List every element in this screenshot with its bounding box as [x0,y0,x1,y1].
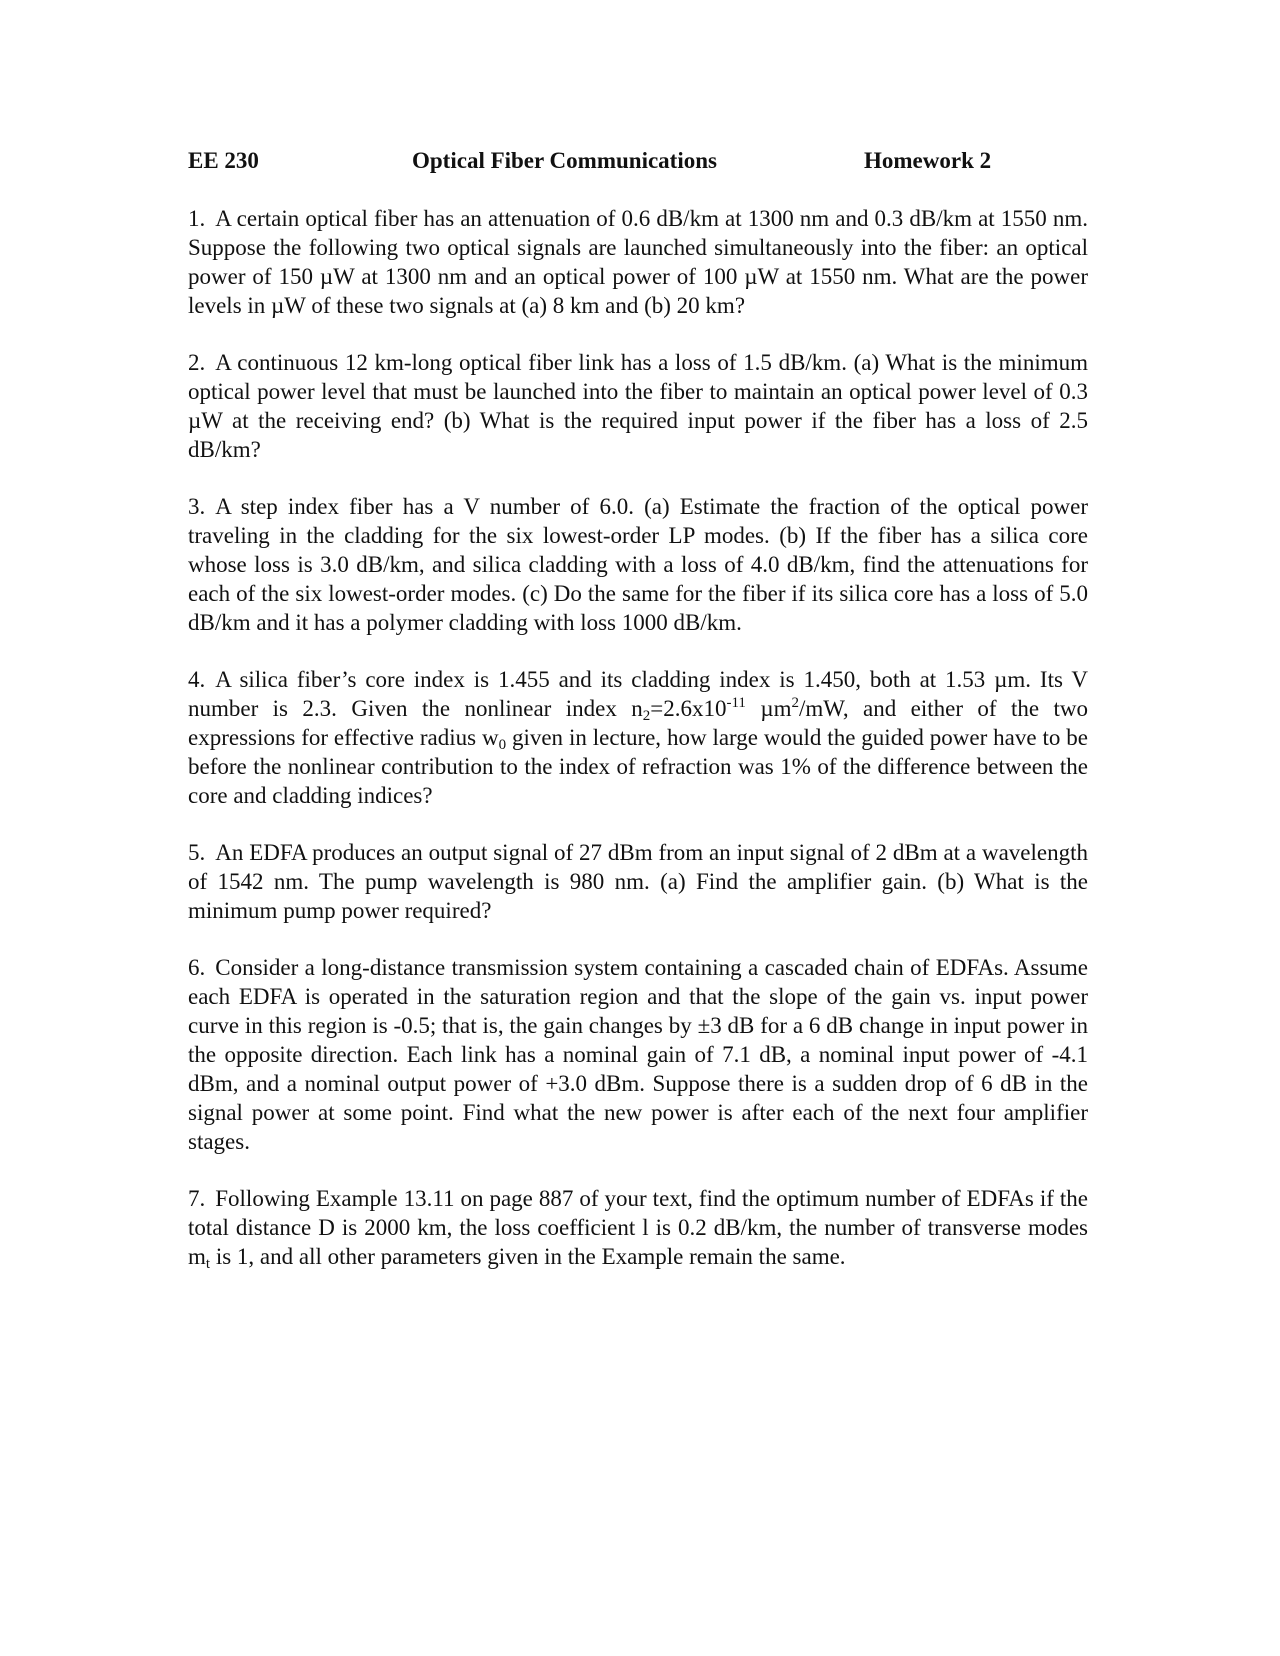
problem-text-part: =2.6x10 [650,696,727,721]
subscript: t [205,1256,211,1272]
document-page [188,148,1088,1299]
problem-text: Consider a long-distance transmission system containing a cascaded chain of EDFAs. Assume each EDFA is operated in the saturation region and that the slope of the gain vs. input power curve in this region is -0.5; that is, the gain changes by ±3 dB for a 6 dB change in input power in the opposite direction. Each link has a nominal gain of 7.1 dB, a nominal input power of -4.1 dBm, and a nominal output power of +3.0 dBm. Suppose there is a sudden drop of 6 dB in the signal power at some point. Find what the new power is after each of the next four amplifier stages. [188,955,1088,1154]
subscript: 2 [642,708,651,724]
problem-text: A certain optical fiber has an attenuation of 0.6 dB/km at 1300 nm and 0.3 dB/km at 1550 nm. Suppose the following two optical signals are launched simultaneously into the fiber: an optical power of 150 µW at 1300 nm and an optical power of 100 µW at 1550 nm. What are the power levels in µW of these two signals at (a) 8 km and (b) 20 km? [188,206,1088,318]
problem-text-part: is 1, and all other parameters given in the Example remain the same. [210,1244,846,1269]
problem-text-part: A silica fiber’s core index is 1.455 and its cladding index is 1.450, both at 1.53 µm. Its V number is 2.3. Given the nonlinear index n [188,667,1088,721]
course-title: Optical Fiber Communications [412,148,717,173]
course-code: EE 230 [188,148,259,173]
problem-number: 5. [188,840,206,865]
problem-1 [188,204,1088,320]
problem-number: 3. [188,494,206,519]
problem-number: 2. [188,350,206,375]
superscript: 2 [791,695,799,711]
problem-text: An EDFA produces an output signal of 27 dBm from an input signal of 2 dBm at a wavelength of 1542 nm. The pump wavelength is 980 nm. (a) Find the amplifier gain. (b) What is the minimum pump power required? [188,840,1088,923]
problem-2 [188,348,1088,464]
problem-text-part: /mW, and either of the two expressions for effective radius w [188,696,1088,750]
problem-number: 1. [188,206,206,231]
problem-text-part: given in lecture, how large would the guided power have to be before the nonlinear contribution to the index of refraction was 1% of the difference between the core and cladding indices? [188,725,1088,808]
problem-5 [188,838,1088,925]
problem-6 [188,953,1088,1156]
problem-number: 6. [188,955,206,980]
subscript: 0 [498,737,507,753]
problem-number: 4. [188,667,206,692]
problem-7 [188,1184,1088,1271]
page-header [188,148,1088,178]
problem-text-part: Following Example 13.11 on page 887 of your text, find the optimum number of EDFAs if the total distance D is 2000 km, the loss coefficient l is 0.2 dB/km, the number of transverse modes m [188,1186,1088,1269]
problem-text-part: µm [745,696,792,721]
problem-text: A continuous 12 km-long optical fiber link has a loss of 1.5 dB/km. (a) What is the minimum optical power level that must be launched into the fiber to maintain an optical power level of 0.3 µW at the receiving end? (b) What is the required input power if the fiber has a loss of 2.5 dB/km? [188,350,1088,462]
problem-number: 7. [188,1186,206,1211]
superscript: -11 [726,695,746,711]
problem-text: A step index fiber has a V number of 6.0. (a) Estimate the fraction of the optical power traveling in the cladding for the six lowest-order LP modes. (b) If the fiber has a silica core whose loss is 3.0 dB/km, and silica cladding with a loss of 4.0 dB/km, find the attenuations for each of the six lowest-order modes. (c) Do the same for the fiber if its silica core has a loss of 5.0 dB/km and it has a polymer cladding with loss 1000 dB/km. [188,494,1088,635]
homework-label: Homework 2 [864,148,992,173]
problem-3 [188,492,1088,637]
problem-list [188,204,1088,1271]
problem-4 [188,665,1088,810]
